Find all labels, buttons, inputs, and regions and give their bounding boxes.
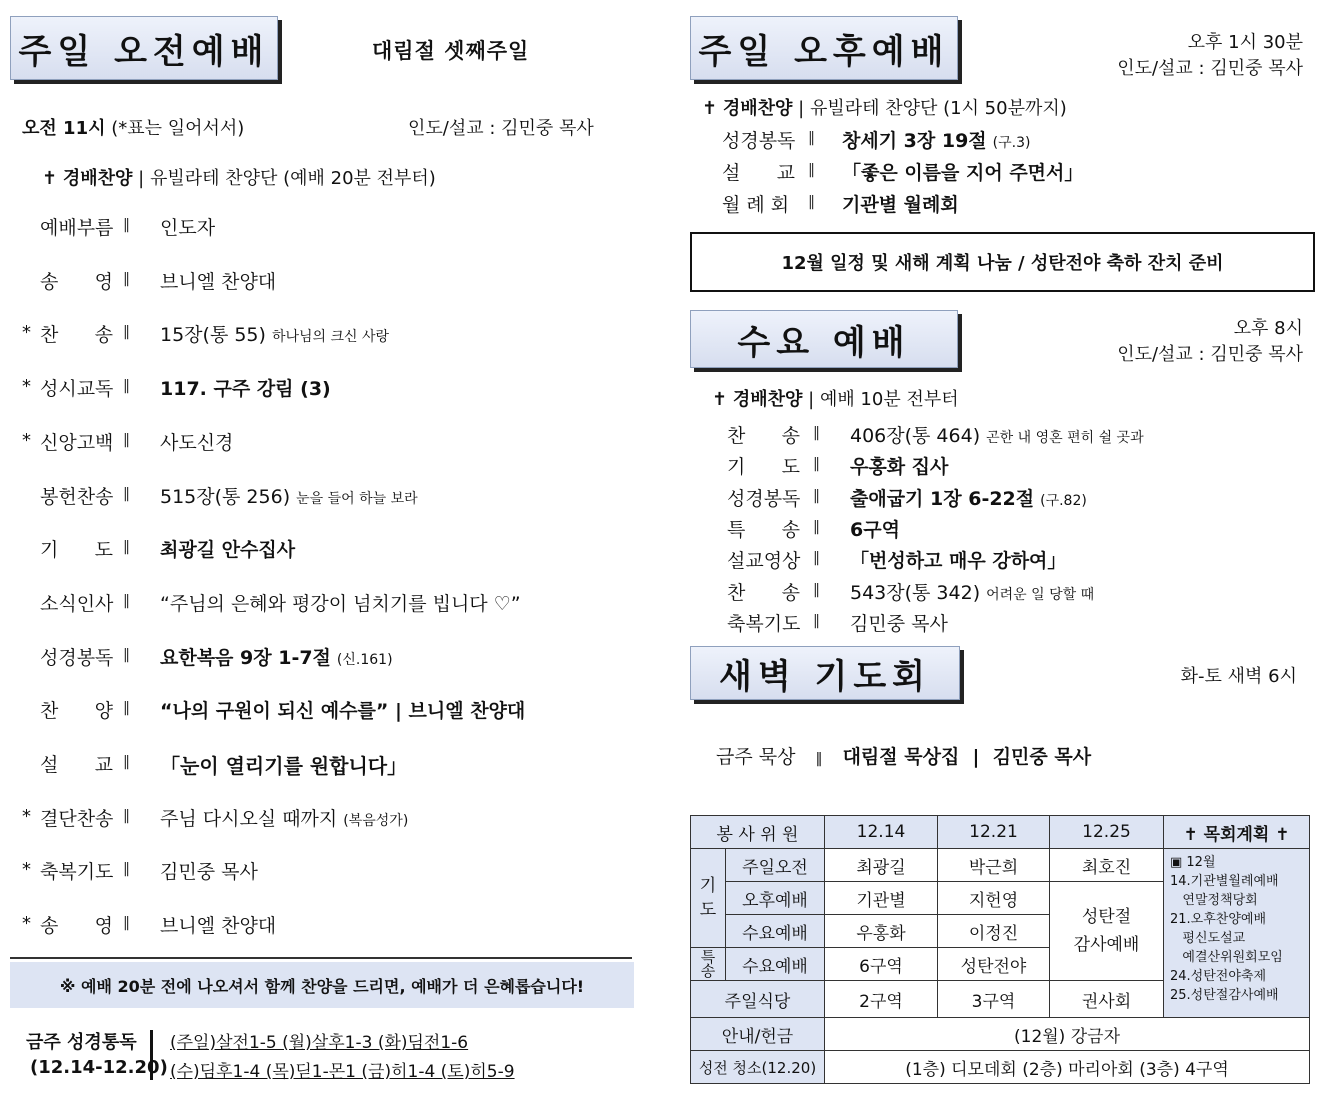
meditation-row [716,742,1091,769]
sep: ‖ [123,378,130,395]
plan-item: 14.기관별월례예배 [1170,874,1279,889]
order-value-text: 543장(통 342) [850,581,981,604]
order-value-text: 출애굽기 1장 6-22절 [850,487,1035,510]
order-label: 기 도 [40,539,113,562]
order-label: 송 영 [40,270,113,293]
order-value-text: 기관별 월례회 [842,194,959,216]
order-note: 어려운 일 당할 때 [986,586,1095,603]
sep: ‖ [123,861,130,878]
order-label: 소식인사 [40,592,114,615]
sep: ‖ [808,162,815,178]
order-value [842,126,1030,153]
plan-item: 평신도설교 [1170,931,1246,946]
plan-item: 25.성탄절감사예배 [1170,988,1279,1003]
star-mark: * [22,805,31,827]
pastoral-plan [1164,849,1310,1018]
sep: ‖ [123,270,130,287]
afternoon-praise-row [702,94,1067,120]
order-value [160,428,239,455]
wednesday-praise-row [712,385,959,411]
prayer-group: 기 도 [691,849,726,948]
row-name: 주일식당 [691,981,825,1018]
order-value [842,190,965,217]
order-note: (신.161) [336,651,393,668]
cell: (12월) 강금자 [825,1018,1310,1051]
sep: ‖ [813,612,820,629]
morning-leader: 인도/설교 : 김민중 목사 [408,118,594,139]
afternoon-time: 오후 1시 30분 [1187,32,1303,53]
afternoon-notice: 12월 일정 및 새해 계획 나눔 / 성탄전야 축하 잔치 준비 [690,232,1315,292]
sep: ‖ [123,754,130,770]
cell: 성탄전야 [938,948,1050,981]
cell: 이정진 [938,915,1050,948]
wednesday-title: 수요 예배 [690,310,958,368]
order-label: 성경봉독 [722,130,796,152]
order-value-text: 브니엘 찬양대 [160,270,277,293]
table-header: 12.25 [1050,816,1164,849]
order-value-text: 최광길 안수집사 [160,539,296,562]
order-value-text: 6구역 [850,518,900,541]
order-label: 결단찬송 [40,807,114,830]
divider [10,957,632,959]
order-value [850,515,906,542]
order-value [160,750,413,779]
sep: ‖ [123,592,130,609]
order-value-text: 브니엘 찬양대 [160,915,277,938]
table-row [691,1018,1310,1051]
praise-sep: | [138,168,145,189]
order-label: 찬 양 [40,700,113,723]
praise-sep: | [798,98,805,119]
order-note: 곤한 내 영혼 편히 쉴 곳과 [986,430,1144,446]
order-value [160,804,408,831]
order-note: (구.82) [1040,492,1087,509]
standing-note: (*표는 일어서서) [111,118,245,139]
order-value [160,374,337,401]
plan-item: 예결산위원회모임 [1170,950,1283,965]
sep: ‖ [123,807,130,824]
sep: ‖ [813,581,820,598]
order-value-text: 김민중 목사 [850,612,948,635]
order-label: 축복기도 [40,861,114,884]
order-value [850,484,1087,511]
order-value-text: 주님 다시오실 때까지 [160,807,338,830]
order-value-text: 우홍화 집사 [850,456,949,479]
table-row [691,849,1310,882]
notice-banner: ※ 예배 20분 전에 나오셔서 함께 찬양을 드리면, 예배가 더 은혜롭습니다! [10,962,634,1008]
reading-line-2: (수)딤후1-4 (목)딛1-몬1 (금)히1-4 (토)히5-9 [170,1062,515,1082]
sep: ‖ [808,194,815,210]
order-value [160,482,418,509]
table-header: 봉 사 위 원 [691,816,825,849]
plan-list [1170,853,1303,1005]
cell: 최호진 [1050,849,1164,882]
cell: 기관별 [825,882,938,915]
order-value-text: “주님의 은혜와 평강이 넘치기를 빕니다 ♡” [160,592,521,615]
order-value-text: 515장(통 256) [160,485,291,508]
order-label: 성시교독 [40,378,114,401]
star-mark: * [22,376,31,398]
order-label: 축복기도 [727,612,801,635]
reading-bar [150,1030,153,1080]
sep: ‖ [813,487,820,504]
cell: 2구역 [825,981,938,1018]
cell: 6구역 [825,948,938,981]
cell: 박근희 [938,849,1050,882]
order-value-text: 김민중 목사 [160,861,258,884]
row-name: 오후예배 [726,882,825,915]
order-note: 하나님의 크신 사랑 [271,329,390,346]
praise-sep: | [808,389,815,410]
cell: (1층) 디모데회 (2층) 마리아회 (3층) 4구역 [825,1051,1310,1084]
order-value-text: 요한복음 9장 1-7절 [160,646,331,669]
order-value [160,267,282,294]
order-value-text: 406장(통 464) [850,425,981,447]
row-name: 성전 청소(12.20) [691,1051,825,1084]
sep: ‖ [808,130,815,146]
merged-cell: 성탄절 감사예배 [1050,882,1164,981]
order-label: 성경봉독 [727,487,801,510]
morning-subtitle: 대림절 셋째주일 [372,39,530,63]
order-value [160,535,301,562]
sep: ‖ [123,646,130,663]
order-value [160,643,393,670]
plan-item: 24.성탄전야축제 [1170,969,1267,984]
order-value [842,158,1089,185]
order-note: (구.3) [992,135,1031,151]
order-label: 설 교 [722,162,795,184]
order-note: (복음성가) [343,812,409,829]
order-label: 특 송 [727,518,800,541]
special-group: 특 송 [691,948,726,981]
order-label: 찬 송 [40,324,113,347]
star-mark: * [22,913,31,935]
cell: 지헌영 [938,882,1050,915]
sep: ‖ [123,485,130,502]
sep: ‖ [815,751,823,767]
afternoon-title: 주일 오후예배 [690,16,958,80]
order-value-text: 인도자 [160,217,216,239]
star-mark: * [22,859,31,881]
order-label: 성경봉독 [40,646,114,669]
sep: ‖ [813,456,820,473]
order-label: 신앙고백 [40,431,114,454]
sep: ‖ [813,518,820,535]
table-header: ✝ 목회계획 ✝ [1164,816,1310,849]
order-label: 설 교 [40,754,113,776]
afternoon-leader: 인도/설교 : 김민중 목사 [1117,58,1303,79]
sep: ‖ [123,431,130,448]
order-value [160,213,221,240]
order-value [850,452,954,479]
star-mark: * [22,429,31,451]
praise-value: 유빌라테 찬양단 (1시 50분까지) [809,98,1067,119]
cross-icon: ✝ [42,168,58,189]
order-value-text: 사도신경 [160,431,234,454]
sep: ‖ [123,915,130,932]
meditation-value: 대림절 묵상집 | 김민중 목사 [842,746,1092,768]
order-label: 월 례 회 [722,194,790,216]
order-value-text: 15장(통 55) [160,324,266,347]
morning-title: 주일 오전예배 [10,16,278,80]
meditation-label: 금주 묵상 [716,746,796,768]
cell: 우홍화 [825,915,938,948]
order-value [850,546,1072,573]
cross-icon: ✝ [702,98,718,119]
row-name: 수요예배 [726,948,825,981]
sep: ‖ [123,217,130,233]
plan-item: 21.오후찬양예배 [1170,912,1267,927]
plan-item: 연말정책당회 [1170,893,1258,908]
cell: 최광길 [825,849,938,882]
praise-label: 경배찬양 [722,98,793,119]
table-row [691,1051,1310,1084]
sep: ‖ [813,425,820,441]
dawn-title: 새벽 기도회 [690,646,960,700]
order-label: 송 영 [40,915,113,938]
sep: ‖ [123,324,130,341]
order-value-text: 창세기 3장 19절 [842,130,987,152]
cell: 3구역 [938,981,1050,1018]
order-label: 봉헌찬송 [40,485,114,508]
sep: ‖ [813,550,820,567]
row-name: 안내/헌금 [691,1018,825,1051]
praise-label: 경배찬양 [732,389,803,410]
order-value-text: “나의 구원이 되신 예수를” | 브니엘 찬양대 [160,700,526,723]
morning-time-row [22,114,244,140]
service-table [690,815,1310,1084]
morning-praise-row [42,164,436,190]
row-name: 주일오전 [726,849,825,882]
sep: ‖ [123,539,130,556]
order-label: 찬 송 [727,581,800,604]
dawn-time: 화-토 새벽 6시 [1180,666,1297,687]
order-value [160,857,264,884]
praise-value: 예배 10분 전부터 [819,389,959,410]
order-label: 설교영상 [727,550,801,573]
order-label: 찬 송 [727,425,800,447]
order-note: 눈을 들어 하늘 보라 [296,490,418,507]
praise-label: 경배찬양 [62,168,133,189]
wednesday-leader: 인도/설교 : 김민중 목사 [1117,344,1303,365]
order-value [160,320,389,347]
table-header-row [691,816,1310,849]
order-value-text: 117. 구주 강림 (3) [160,378,331,401]
order-value [850,609,954,636]
order-value-text: 「좋은 이름을 지어 주면서」 [842,162,1084,184]
praise-value: 유빌라테 찬양단 (예배 20분 전부터) [149,168,436,189]
order-value [850,421,1144,448]
morning-time: 오전 11시 [22,118,106,139]
order-value-text: 「눈이 열리기를 원합니다」 [160,754,408,778]
order-value [850,578,1094,605]
order-label: 기 도 [727,456,800,479]
row-name: 수요예배 [726,915,825,948]
order-value-text: 「번성하고 매우 강하여」 [850,550,1067,573]
cross-icon: ✝ [712,389,728,410]
reading-line-1: (주일)살전1-5 (월)살후1-3 (화)딤전1-6 [170,1033,469,1053]
order-label: 예배부름 [40,217,114,239]
plan-item: ▣ 12월 [1170,855,1216,870]
table-header: 12.21 [938,816,1050,849]
star-mark: * [22,322,31,344]
sep: ‖ [123,700,130,717]
cell: 권사회 [1050,981,1164,1018]
reading-dates: (12.14-12.20) [30,1057,168,1078]
order-value [160,696,531,723]
table-header: 12.14 [825,816,938,849]
order-value [160,911,282,938]
reading-label: 금주 성경통독 [26,1032,137,1053]
wednesday-time: 오후 8시 [1233,318,1303,339]
order-value [160,589,527,616]
